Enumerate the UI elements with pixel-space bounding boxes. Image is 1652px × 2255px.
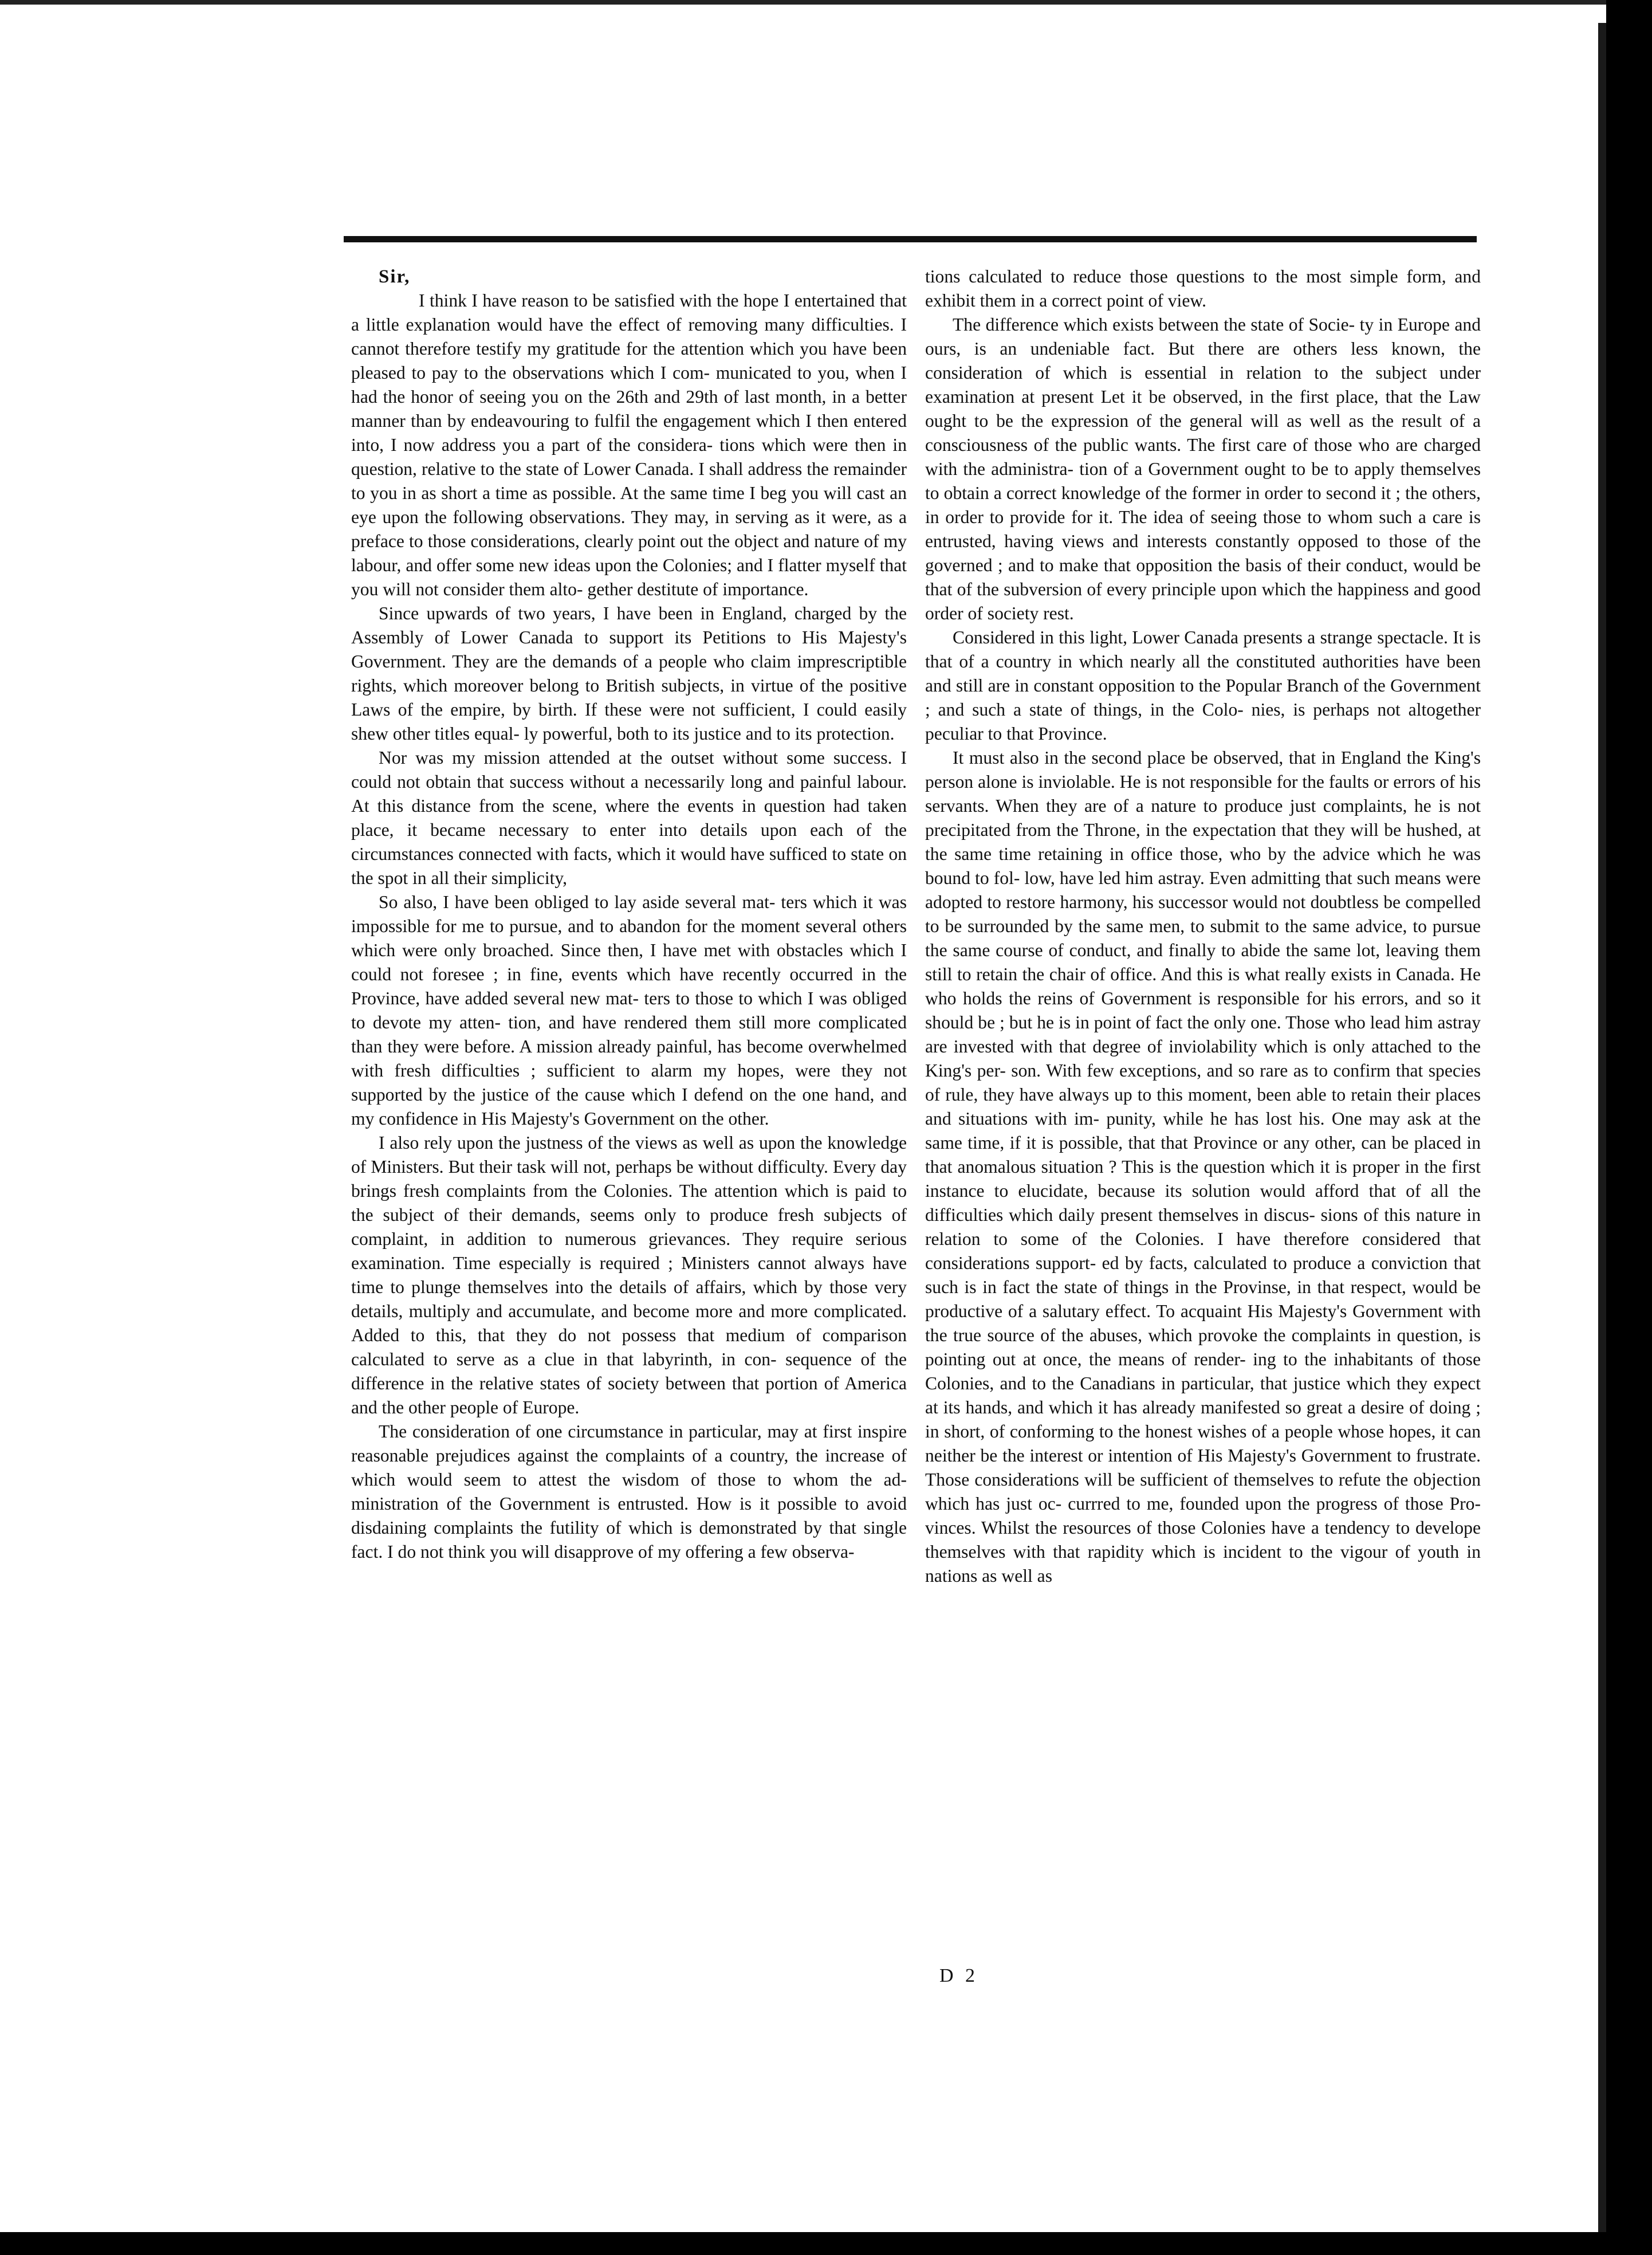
paragraph: The consideration of one circumstance in particular, may at first inspire reasonable prejudices against the complaints of a country, the increase of which would seem to attest the wisdom of those to whom the ad- ministration of the Government is entrusted. How is it possible to avoid disdaining complaints the futility of which is demonstrated by that single fact. I do not think you will disapprove of my offering a few observa- <box>351 1421 907 1562</box>
paragraph: So also, I have been obliged to lay aside several mat- ters which it was impossible for me to pursue, and to abandon for the moment several others which were only broached. Since then, I have met with obstacles which I could not foresee ; in fine, events which have recently occurred in the Province, have added several new mat- ters to those to which I was obliged to devote my atten- tion, and have rendered them still more complicated than they were before. A mission already painful, has become overwhelmed with fresh difficulties ; sufficient to alarm my hopes, were they not supported by the justice of the cause which I defend on the one hand, and my confidence in His Majesty's Government on the other. <box>351 892 907 1129</box>
paragraph: It must also in the second place be observed, that in England the King's person alone is inviolable. He is not responsible for the faults or errors of his servants. When they are of a nature to produce just complaints, he is not precipitated from the Throne, in the expectation that they will be hushed, at the same time retaining in office those, who by the advice which he was bound to fol- low, have led him astray. Even admitting that such means were adopted to restore harmony, his successor would not doubtless be compelled to be surrounded by the same men, to submit to the same advice, to pursue the same course of conduct, and finally to abide the same lot, leaving them still to retain the chair of office. And this is what really exists in Canada. He who holds the reins of Government is responsible for his errors, and so it should be ; but he is in point of fact the only one. Those who lead him astray are invested with that degree of inviolability which is only attached to the King's per- son. With few exceptions, and so rare as to confirm that species of rule, they have always up to this moment, been able to retain their places and situations with im- punity, while he has lost his. One may ask at the same time, if it is possible, that that Province or any other, can be placed in that anomalous situation ? This is the question which it is proper in the first instance to elucidate, because its solution would afford that of all the difficulties which daily present themselves in discus- sions of this nature in relation to some of the Colonies. I have therefore considered that considerations support- ed by facts, calculated to produce a conviction that such is in fact the state of things in the Provinse, in that respect, would be productive of a salutary effect. To acquaint His Majesty's Government with the true source of the abuses, which provoke the complaints in question, is pointing out at once, the means of render- ing to the inhabitants of those Colonies, and to the Canadians in particular, that justice which they expect at its hands, and which it has already manifested so great a desire of doing ; in short, of conforming to the honest wishes of a people whose hopes, it can neither be the interest or intention of His Majesty's Government to frustrate. Those considerations will be sufficient of themselves to refute the objection which has just oc- currred to me, founded upon the progress of those Pro- vinces. Whilst the resources of those Colonies have a tendency to develope themselves with that rapidity which is incident to the vigour of youth in nations as well as <box>925 748 1481 1586</box>
scan-border-inner <box>1598 23 1606 2234</box>
paragraph-continuation: tions calculated to reduce those questions to the most simple form, and exhibit them in a correct point of view. <box>925 266 1481 311</box>
right-column <box>925 265 1481 1588</box>
scan-border-top <box>0 0 1652 5</box>
signature-mark: D 2 <box>939 1965 979 1986</box>
paragraph: Considered in this light, Lower Canada presents a strange spectacle. It is that of a country in which nearly all the constituted authorities have been and still are in constant opposition to the Popular Branch of the Government ; and such a state of things, in the Colo- nies, is perhaps not altogether peculiar to that Province. <box>925 627 1481 744</box>
paragraph: The difference which exists between the state of Socie- ty in Europe and ours, is an undeniable fact. But there are others less known, the consideration of which is essential in relation to the subject under examination at present Let it be observed, in the first place, that the Law ought to be the expression of the general will as well as the result of a consciousness of the public wants. The first care of those who are charged with the administra- tion of a Government ought to be to apply themselves to obtain a correct knowledge of the former in order to second it ; the others, in order to provide for it. The idea of seeing those to whom such a care is entrusted, having views and interests constantly opposed to those of the governed ; and to make that opposition the basis of their conduct, would be that of the subversion of every principle upon which the happiness and good order of society rest. <box>925 315 1481 623</box>
left-column <box>351 265 907 1564</box>
salutation: Sir, <box>379 266 411 287</box>
header-rule <box>344 236 1477 242</box>
paragraph: I think I have reason to be satisfied with the hope I entertained that a little explanation would have the effect of removing many difficulties. I cannot therefore testify my gratitude for the attention which you have been pleased to pay to the observations which I com- municated to you, when I had the honor of seeing you on the 26th and 29th of last month, in a better manner than by endeavouring to fulfil the engagement which I then entered into, I now address you a part of the considera- tions which were then in question, relative to the state of Lower Canada. I shall address the remainder to you in as short a time as possible. At the same time I beg you will cast an eye upon the following observations. They may, in serving as it were, as a preface to those considerations, clearly point out the object and nature of my labour, and offer some new ideas upon the Colonies; and I flatter myself that you will not consider them alto- gether destitute of importance. <box>351 290 907 599</box>
paragraph: Nor was my mission attended at the outset without some success. I could not obtain that success without a necessarily long and painful labour. At this distance from the scene, where the events in question had taken place, it became necessary to enter into details upon each of the circumstances connected with facts, which it would have sufficed to state on the spot in all their simplicity, <box>351 748 907 888</box>
scan-border-right <box>1606 0 1652 2255</box>
paragraph: Since upwards of two years, I have been in England, charged by the Assembly of Lower Canada to support its Petitions to His Majesty's Government. They are the demands of a people who claim imprescriptible rights, which moreover belong to British subjects, in virtue of the positive Laws of the empire, by birth. If these were not sufficient, I could easily shew other titles equal- ly powerful, both to its justice and to its protection. <box>351 603 907 744</box>
paragraph: I also rely upon the justness of the views as well as upon the knowledge of Ministers. But their task will not, perhaps be without difficulty. Every day brings fresh complaints from the Colonies. The attention which is paid to the subject of their demands, seems only to produce fresh subjects of complaint, in addition to numerous grievances. They require serious examination. Time especially is required ; Ministers cannot always have time to plunge themselves into the details of affairs, which by those very details, multiply and accumulate, and become more and more complicated. Added to this, that they do not possess that medium of comparison calculated to serve as a clue in that labyrinth, in con- sequence of the difference in the relative states of society between that portion of America and the other people of Europe. <box>351 1133 907 1417</box>
scan-border-bottom <box>0 2232 1652 2255</box>
